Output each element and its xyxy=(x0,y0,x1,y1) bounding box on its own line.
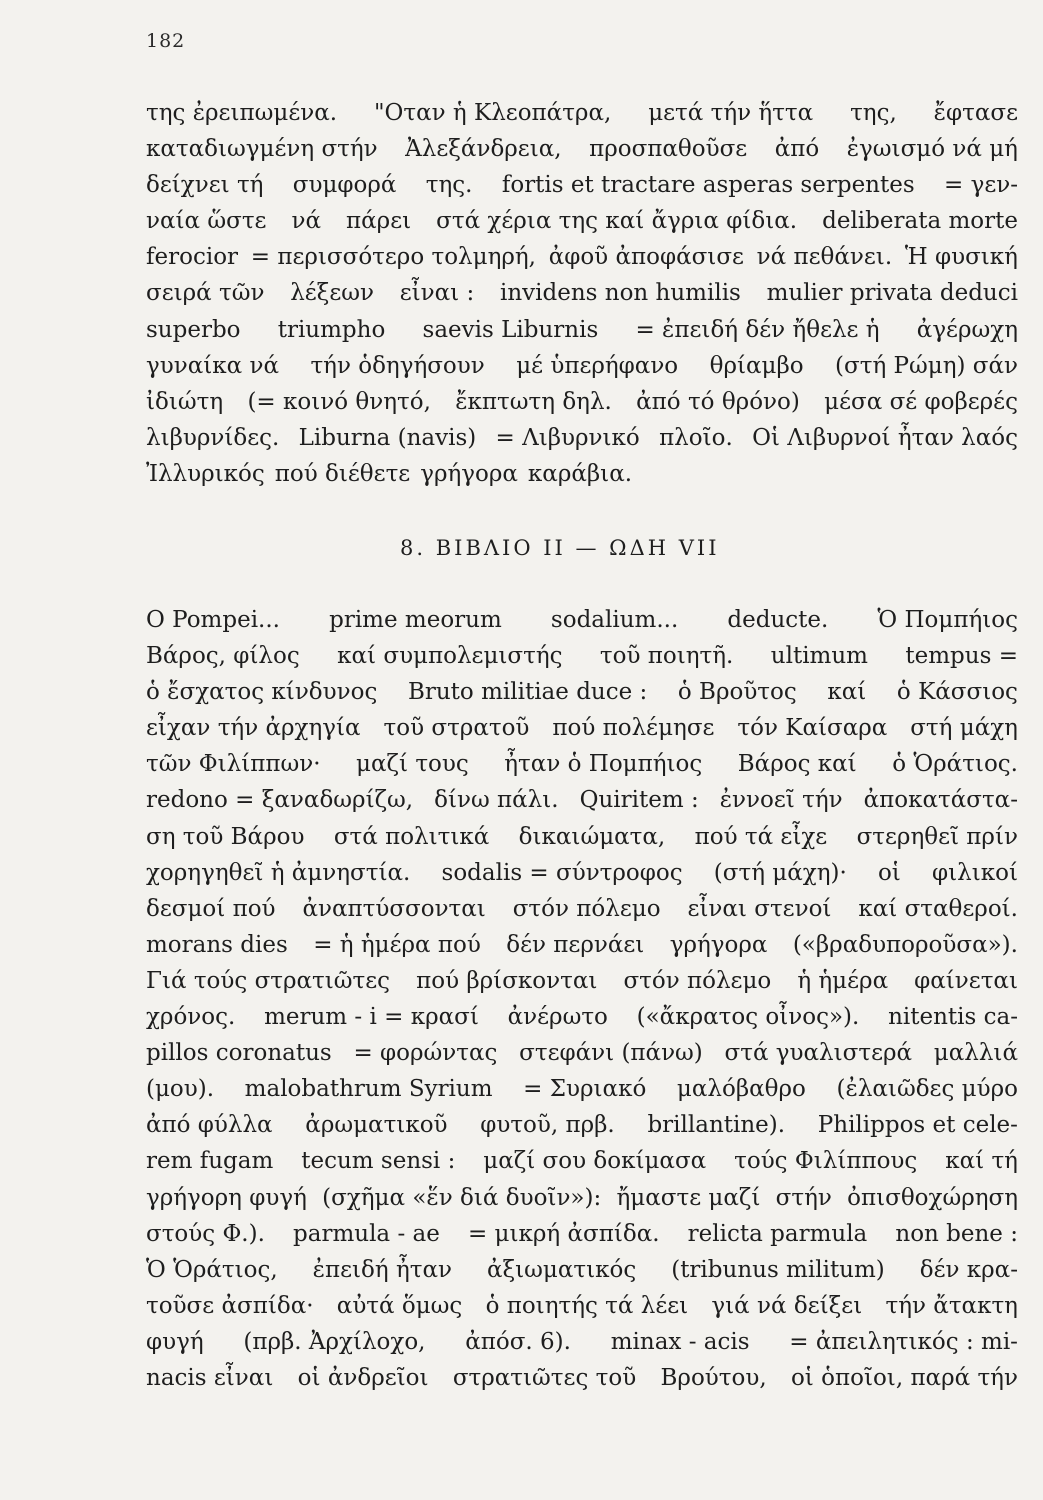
text-segment: της, xyxy=(850,100,897,126)
text-segment: ultimum xyxy=(770,643,868,670)
page-number: 182 xyxy=(146,30,186,52)
text-segment: ἀξιωματικός xyxy=(486,1256,637,1283)
text-segment: γρήγορη φυγή xyxy=(146,1184,307,1211)
text-line xyxy=(146,1252,1018,1288)
text-segment: οἱ ἀνδρεῖοι xyxy=(297,1364,429,1391)
text-line xyxy=(146,348,1018,384)
text-segment: γρήγορα xyxy=(420,460,518,487)
text-segment: saevis Liburnis xyxy=(422,316,599,343)
text-line xyxy=(146,1071,1018,1107)
text-segment: προσπαθοῦσε xyxy=(589,136,748,163)
text-segment: ἀπόσ. 6). xyxy=(465,1328,571,1355)
text-segment: μαλλιά xyxy=(933,1040,1018,1067)
text-line xyxy=(146,167,1018,203)
text-segment: φιλικοί xyxy=(932,859,1018,886)
text-segment: rem fugam xyxy=(146,1148,274,1175)
text-segment: φυγή xyxy=(146,1328,204,1355)
text-segment: καί xyxy=(827,679,867,706)
text-segment: καί σταθεροί. xyxy=(858,895,1018,922)
text-segment: "Οταν ἡ Κλεοπάτρα, xyxy=(373,100,612,126)
text-segment: morans dies xyxy=(146,931,288,958)
text-line xyxy=(146,239,1018,275)
text-segment: ἀποκατάστα- xyxy=(863,787,1018,814)
text-segment: = ἐπειδή δέν ἤθελε ἡ xyxy=(635,316,880,343)
text-segment: στήν xyxy=(775,1184,832,1211)
text-segment: (tribunus militum) xyxy=(671,1256,885,1283)
text-segment: minax - acis xyxy=(610,1328,750,1355)
text-segment: = γεν- xyxy=(944,172,1018,199)
text-segment: fortis et tractare asperas serpentes xyxy=(501,172,915,199)
text-segment: ὁ ποιητής τά λέει xyxy=(485,1292,689,1319)
text-segment: («ἄκρατος οἶνος»). xyxy=(636,1004,860,1031)
text-segment: = ἀπειλητικός : mi- xyxy=(789,1328,1018,1355)
text-segment: ἡ ἡμέρα xyxy=(797,967,889,994)
text-segment: πού τά εἶχε xyxy=(694,823,828,850)
text-segment: χρόνος. xyxy=(146,1004,236,1031)
text-segment: ἀφοῦ ἀποφάσισε xyxy=(548,244,744,271)
text-segment: ἔκπτωτη δηλ. xyxy=(455,388,612,415)
text-segment: δέν κρα- xyxy=(919,1256,1018,1283)
paragraph-2 xyxy=(146,602,1018,1396)
text-line xyxy=(146,203,1018,239)
text-segment: non bene : xyxy=(895,1220,1018,1247)
text-segment: ἐγωισμό νά μή xyxy=(846,136,1018,163)
text-segment: πού πολέμησε xyxy=(552,715,715,742)
text-line xyxy=(146,1143,1018,1179)
text-segment: καταδιωγμένη στήν xyxy=(146,136,378,163)
text-segment: deducte. xyxy=(727,607,829,633)
text-segment: ἀπό τό θρόνο) xyxy=(636,388,800,415)
text-line xyxy=(146,95,1018,131)
text-segment: στά πολιτικά xyxy=(333,823,490,850)
text-segment: tempus = xyxy=(905,643,1018,670)
text-segment: ἀρωματικοῦ xyxy=(305,1112,448,1139)
text-segment: τήν ὁδηγήσουν xyxy=(310,352,485,379)
text-segment: πού διέθετε xyxy=(274,460,411,487)
text-segment: Ἀλεξάνδρεια, xyxy=(405,136,562,163)
text-segment: (σχῆμα «ἕν διά δυοῖν»): xyxy=(322,1184,602,1211)
text-line xyxy=(146,638,1018,674)
text-line xyxy=(146,746,1018,782)
text-segment: Quiritem : xyxy=(579,787,699,814)
text-segment: = Λιβυρνικό xyxy=(495,424,640,451)
text-segment: Ὁ Ὁράτιος, xyxy=(146,1256,278,1283)
text-segment: superbo xyxy=(146,316,241,343)
text-line xyxy=(146,1107,1018,1143)
text-line xyxy=(146,1035,1018,1071)
text-line xyxy=(146,855,1018,891)
text-segment: = ἡ ἡμέρα πού xyxy=(313,931,481,958)
text-segment: ἐπειδή ἦταν xyxy=(312,1256,452,1283)
text-segment: στούς Φ.). xyxy=(146,1220,265,1247)
text-segment: καράβια. xyxy=(527,460,633,487)
text-line xyxy=(146,456,1018,492)
text-segment: = μικρή ἀσπίδα. xyxy=(467,1220,660,1247)
text-segment: νά πεθάνει. xyxy=(756,244,893,271)
text-segment: της ἐρειπωμένα. xyxy=(146,100,338,126)
text-segment: ἔφτασε xyxy=(933,100,1018,126)
text-segment: ὁ ἔσχατος κίνδυνος xyxy=(146,679,378,706)
text-line xyxy=(146,1360,1018,1396)
text-segment: στά χέρια της καί ἄγρια φίδια. xyxy=(436,208,798,235)
text-segment: («βραδυποροῦσα»). xyxy=(792,931,1018,958)
text-segment: νά xyxy=(291,208,322,235)
text-segment: οἱ ὁποῖοι, παρά τήν xyxy=(790,1364,1018,1391)
text-segment: (στή Ρώμη) σάν xyxy=(835,352,1018,379)
text-segment: πλοῖο. xyxy=(659,424,733,451)
text-segment: ὁ Ὁράτιος. xyxy=(892,751,1018,778)
text-segment: αὐτά ὅμως xyxy=(336,1292,463,1319)
paragraph-1 xyxy=(146,95,1018,492)
text-segment: στή μάχη xyxy=(910,715,1018,742)
text-line xyxy=(146,963,1018,999)
text-segment: πάρει xyxy=(346,208,412,235)
text-segment: ἀναπτύσσονται xyxy=(302,895,486,922)
text-segment: mulier privata deduci xyxy=(766,280,1018,307)
text-segment: τόν Καίσαρα xyxy=(737,715,888,742)
text-segment: tecum sensi : xyxy=(301,1148,456,1175)
text-segment: γιά νά δείξει xyxy=(711,1292,863,1319)
text-segment: τοῦσε ἀσπίδα· xyxy=(146,1292,314,1319)
text-segment: (πρβ. Ἀρχίλοχο, xyxy=(243,1328,426,1355)
text-line xyxy=(146,420,1018,456)
text-line xyxy=(146,131,1018,167)
text-segment: = φορώντας xyxy=(353,1040,498,1067)
text-segment: ἀπό φύλλα xyxy=(146,1112,273,1139)
text-segment: τήν ἄτακτη xyxy=(885,1292,1018,1319)
text-line xyxy=(146,602,1018,638)
text-segment: Γιά τούς στρατιῶτες xyxy=(146,967,391,994)
text-segment: μαζί σου δοκίμασα xyxy=(483,1148,707,1175)
text-segment: ἐννοεῖ τήν xyxy=(719,787,843,814)
text-segment: οἱ xyxy=(877,859,901,886)
text-line xyxy=(146,891,1018,927)
text-segment: δίνω πάλι. xyxy=(434,787,559,814)
text-segment: ἀγέρωχη xyxy=(916,316,1018,343)
text-segment: τοῦ στρατοῦ xyxy=(383,715,530,742)
text-segment: (στή μάχη)· xyxy=(713,859,847,886)
text-segment: Ἡ φυσική xyxy=(904,244,1018,271)
text-segment: ferocior xyxy=(146,244,239,271)
text-segment: της. xyxy=(425,172,473,199)
text-segment: nacis εἶναι xyxy=(146,1364,274,1391)
text-segment: Οἱ Λιβυρνοί ἦταν λαός xyxy=(752,424,1018,451)
text-segment: δεσμοί πού xyxy=(146,895,276,922)
text-segment: στόν πόλεμο xyxy=(512,895,661,922)
text-segment: μέ ὑπερήφανο xyxy=(516,352,679,379)
text-segment: ἀνέρωτο xyxy=(507,1004,608,1031)
text-segment: prime meorum xyxy=(329,607,502,633)
text-segment: Bruto militiae duce : xyxy=(407,679,648,706)
text-segment: δέν περνάει xyxy=(506,931,645,958)
text-line xyxy=(146,1288,1018,1324)
text-segment: στά γυαλιστερά xyxy=(724,1040,913,1067)
text-segment: μαλόβαθρο xyxy=(676,1076,806,1103)
text-segment: sodalium... xyxy=(550,607,679,633)
text-line xyxy=(146,1216,1018,1252)
section-heading: 8. ΒΙΒΛΙΟ ΙΙ — ΩΔΗ VII xyxy=(400,536,720,560)
text-segment: εἶναι στενοί xyxy=(687,895,832,922)
text-segment: πού βρίσκονται xyxy=(416,967,598,994)
text-segment: (ἐλαιῶδες μύρο xyxy=(836,1076,1018,1103)
text-segment: ἰδιώτη xyxy=(146,388,224,415)
text-segment: τῶν Φιλίππων· xyxy=(146,751,321,778)
text-segment: τοῦ ποιητῆ. xyxy=(599,643,734,670)
text-line xyxy=(146,674,1018,710)
text-segment: nitentis ca- xyxy=(888,1004,1018,1031)
text-segment: μετά τήν ἥττα xyxy=(648,100,814,126)
text-segment: ὁ Κάσσιος xyxy=(896,679,1018,706)
text-segment: Ὁ Πομπήιος xyxy=(877,607,1018,633)
text-segment: = Συριακό xyxy=(523,1076,647,1103)
text-segment: εἶναι : xyxy=(399,280,475,307)
text-segment: Philippos et cele- xyxy=(817,1112,1018,1139)
text-segment: στερηθεῖ πρίν xyxy=(856,823,1018,850)
text-segment: καί συμπολεμιστής xyxy=(337,643,563,670)
text-segment: malobathrum Syrium xyxy=(244,1076,493,1103)
text-line xyxy=(146,275,1018,311)
text-segment: sodalis = σύντροφος xyxy=(441,859,683,886)
text-line xyxy=(146,1324,1018,1360)
text-segment: θρίαμβο xyxy=(709,352,804,379)
text-segment: pillos coronatus xyxy=(146,1040,332,1067)
text-line xyxy=(146,819,1018,855)
text-segment: σειρά τῶν xyxy=(146,280,265,307)
text-segment: parmula - ae xyxy=(293,1220,440,1247)
text-line xyxy=(146,927,1018,963)
text-segment: relicta parmula xyxy=(687,1220,868,1247)
text-segment: φαίνεται xyxy=(914,967,1018,994)
text-segment: χορηγηθεῖ ἡ ἀμνηστία. xyxy=(146,859,411,886)
text-segment: ὀπισθοχώρηση xyxy=(847,1184,1018,1211)
text-segment: ση τοῦ Βάρου xyxy=(146,823,305,850)
text-segment: triumpho xyxy=(277,316,386,343)
text-segment: στεφάνι (πάνω) xyxy=(519,1040,703,1067)
text-line xyxy=(146,999,1018,1035)
text-segment: Βρούτου, xyxy=(660,1364,767,1391)
text-segment: brillantine). xyxy=(647,1112,786,1139)
text-segment: γυναίκα νά xyxy=(146,352,279,379)
text-segment: καί τή xyxy=(945,1148,1018,1175)
text-segment: = περισσότερο τολμηρή, xyxy=(250,244,536,271)
text-segment: γρήγορα xyxy=(669,931,768,958)
text-segment: φυτοῦ, πρβ. xyxy=(480,1112,615,1139)
text-segment: (μου). xyxy=(146,1076,215,1103)
text-segment: ἤμαστε μαζί xyxy=(616,1184,761,1211)
text-line xyxy=(146,1180,1018,1216)
text-segment: O Pompei... xyxy=(146,607,280,633)
text-segment: τούς Φιλίππους xyxy=(734,1148,918,1175)
text-segment: Βάρος καί xyxy=(737,751,857,778)
text-segment: ἦταν ὁ Πομπήιος xyxy=(504,751,703,778)
text-segment: Ἰλλυρικός xyxy=(146,460,265,487)
text-line xyxy=(146,710,1018,746)
text-segment: εἶχαν τήν ἀρχηγία xyxy=(146,715,361,742)
text-segment: στρατιῶτες τοῦ xyxy=(452,1364,637,1391)
text-segment: μαζί τους xyxy=(356,751,469,778)
text-line xyxy=(146,782,1018,818)
text-segment: στόν πόλεμο xyxy=(623,967,772,994)
text-segment: merum - i = κρασί xyxy=(264,1004,479,1031)
text-segment: ἀπό xyxy=(774,136,820,163)
text-segment: ὁ Βροῦτος xyxy=(677,679,797,706)
text-segment: invidens non humilis xyxy=(499,280,741,307)
text-segment: συμφορά xyxy=(292,172,397,199)
text-line xyxy=(146,312,1018,348)
text-segment: δείχνει τή xyxy=(146,172,264,199)
text-segment: μέσα σέ φοβερές xyxy=(824,388,1018,415)
text-segment: ναία ὥστε xyxy=(146,208,267,235)
text-segment: Βάρος, φίλος xyxy=(146,643,300,670)
text-segment: λιβυρνίδες. xyxy=(146,424,280,451)
text-segment: Liburna (navis) xyxy=(298,424,477,451)
text-line xyxy=(146,384,1018,420)
text-segment: λέξεων xyxy=(290,280,375,307)
text-segment: (= κοινό θνητό, xyxy=(247,388,431,415)
text-segment: δικαιώματα, xyxy=(518,823,666,850)
text-segment: redono = ξαναδωρίζω, xyxy=(146,787,414,814)
text-segment: deliberata morte xyxy=(822,208,1018,235)
